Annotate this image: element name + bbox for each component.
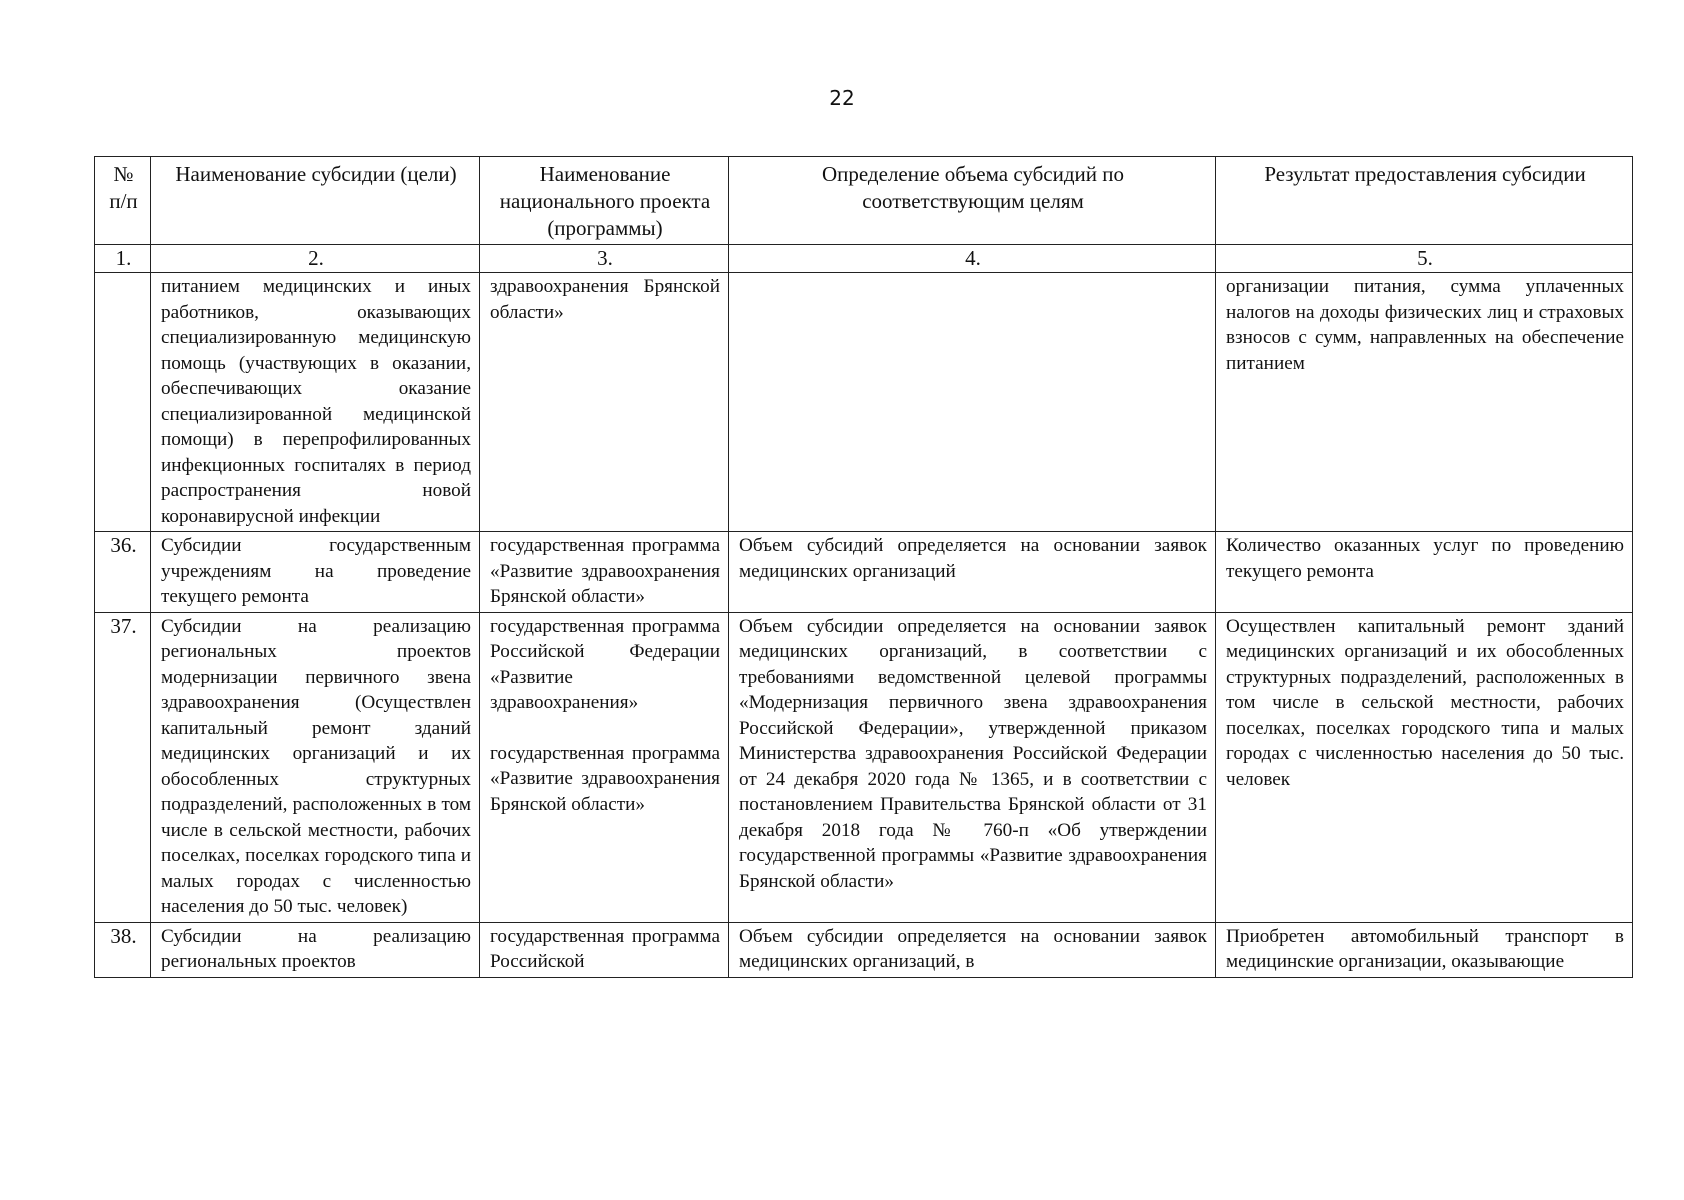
header-volume-definition: Определение объема субсидий по соответствующим целям [729,157,1216,245]
table-row [95,532,1633,613]
row-number [95,273,151,532]
project-text: государственная программа Российской [490,925,720,972]
subsidies-table [94,156,1633,978]
national-project [480,612,729,922]
row-number: 36. [95,532,151,613]
national-project [480,273,729,532]
table-header-row [95,157,1633,245]
paragraph-gap [490,716,720,741]
subsidy-name: Субсидии на реализацию региональных проектов модернизации первичного звена здравоохранения (Осуществлен капитальный ремонт зданий медицинских организаций и их обособленных структурных подразделений, расположенных в том числе в сельской местности, рабочих поселках, поселках городского типа и малых городах с численностью населения до 50 тыс. человек) [151,612,480,922]
subsidy-name: Субсидии государственным учреждениям на проведение текущего ремонта [151,532,480,613]
row-number: 37. [95,612,151,922]
subsidy-name: питанием медицинских и иных работников, оказывающих специализированную медицинскую помощь (участвующих в оказании, обеспечивающих оказание специализированной медицинской помощи) в перепрофилированных инфекционных госпиталях в период распространения новой коронавирусной инфекции [151,273,480,532]
volume-definition: Объем субсидии определяется на основании заявок медицинских организаций, в соответствии с требованиями ведомственной целевой программы «Модернизация первичного звена здравоохранения Российской Федерации», утвержденной приказом Министерства здравоохранения Российской Федерации от 24 декабря 2020 года № 1365, и в соответствии с постановлением Правительства Брянской области от 31 декабря 2018 года № 760-п «Об утверждении государственной программы «Развитие здравоохранения Брянской области» [729,612,1216,922]
national-project [480,922,729,977]
project-text: здравоохранения Брянской области» [490,276,720,323]
volume-definition [729,273,1216,532]
subsidy-result: Количество оказанных услуг по проведению текущего ремонта [1216,532,1633,613]
column-number: 3. [480,245,729,273]
header-national-project: Наименование национального проекта (программы) [480,157,729,245]
row-number: 38. [95,922,151,977]
page-number: 22 [829,86,855,110]
column-number: 1. [95,245,151,273]
column-number-row [95,245,1633,273]
subsidy-result: Осуществлен капитальный ремонт зданий медицинских организаций и их обособленных структурных подразделений, расположенных в том числе в сельской местности, рабочих поселках, поселках городского типа и малых городах с численностью населения до 50 тыс. человек [1216,612,1633,922]
volume-definition: Объем субсидий определяется на основании заявок медицинских организаций [729,532,1216,613]
table-row [95,922,1633,977]
column-number: 5. [1216,245,1633,273]
header-result: Результат предоставления субсидии [1216,157,1633,245]
national-project [480,532,729,613]
subsidy-name: Субсидии на реализацию региональных проектов [151,922,480,977]
subsidy-result: Приобретен автомобильный транспорт в медицинские организации, оказывающие [1216,922,1633,977]
table-row [95,273,1633,532]
column-number: 4. [729,245,1216,273]
header-subsidy-name: Наименование субсидии (цели) [151,157,480,245]
project-text: государственная программа Российской Федерации «Развитие здравоохранения» [490,615,720,713]
subsidy-result: организации питания, сумма уплаченных налогов на доходы физических лиц и страховых взносов с сумм, направленных на обеспечение питанием [1216,273,1633,532]
column-number: 2. [151,245,480,273]
project-text-secondary: государственная программа «Развитие здравоохранения Брянской области» [490,742,720,815]
table-row [95,612,1633,922]
header-number: № п/п [95,157,151,245]
project-text: государственная программа «Развитие здравоохранения Брянской области» [490,535,720,607]
volume-definition: Объем субсидии определяется на основании заявок медицинских организаций, в [729,922,1216,977]
